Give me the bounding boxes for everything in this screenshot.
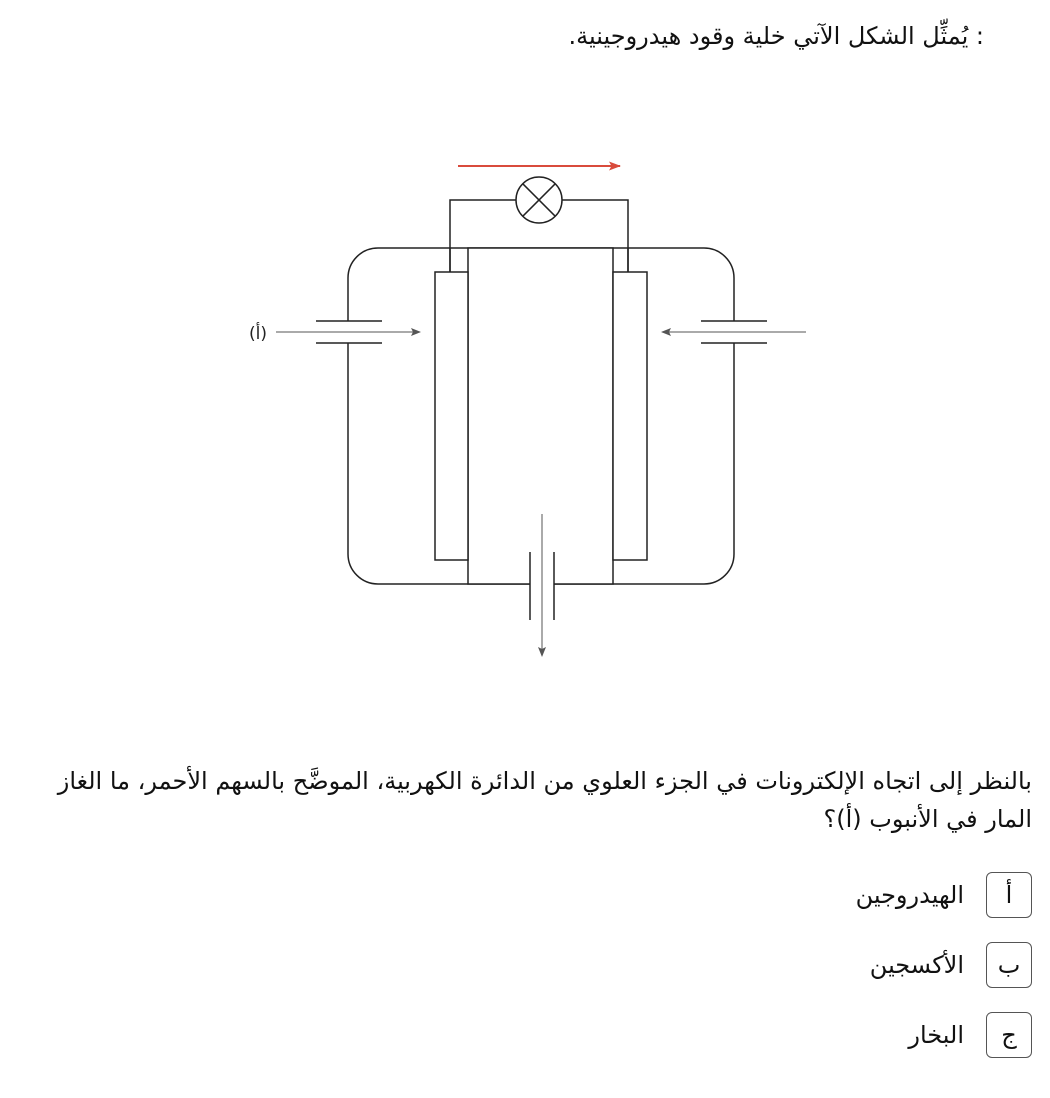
inlet-tube-a (276, 321, 420, 343)
answer-options (856, 870, 1032, 1080)
option-a[interactable] (856, 870, 1032, 920)
option-b[interactable] (856, 940, 1032, 990)
option-b-text: الأكسجين (869, 951, 964, 979)
option-c-letter: ج (986, 1012, 1032, 1058)
tube-a-label: (أ) (248, 324, 268, 344)
option-c-text: البخار (908, 1021, 964, 1049)
option-b-letter: ب (986, 942, 1032, 988)
lamp-icon (516, 177, 562, 223)
electrolyte-region (468, 248, 613, 584)
inlet-tube-right (662, 321, 806, 343)
left-electrode (435, 272, 468, 560)
right-electrode (613, 272, 647, 560)
option-a-letter: أ (986, 872, 1032, 918)
intro-text: : يُمثِّل الشكل الآتي خلية وقود هيدروجينية. (568, 22, 984, 50)
question-text: بالنظر إلى اتجاه الإلكترونات في الجزء العلوي من الدائرة الكهربية، الموضَّح بالسهم الأحمر، ما الغاز المار في الأنبوب (أ)؟ (57, 767, 1032, 833)
option-a-text: الهيدروجين (855, 881, 964, 909)
option-c[interactable] (856, 1010, 1032, 1060)
